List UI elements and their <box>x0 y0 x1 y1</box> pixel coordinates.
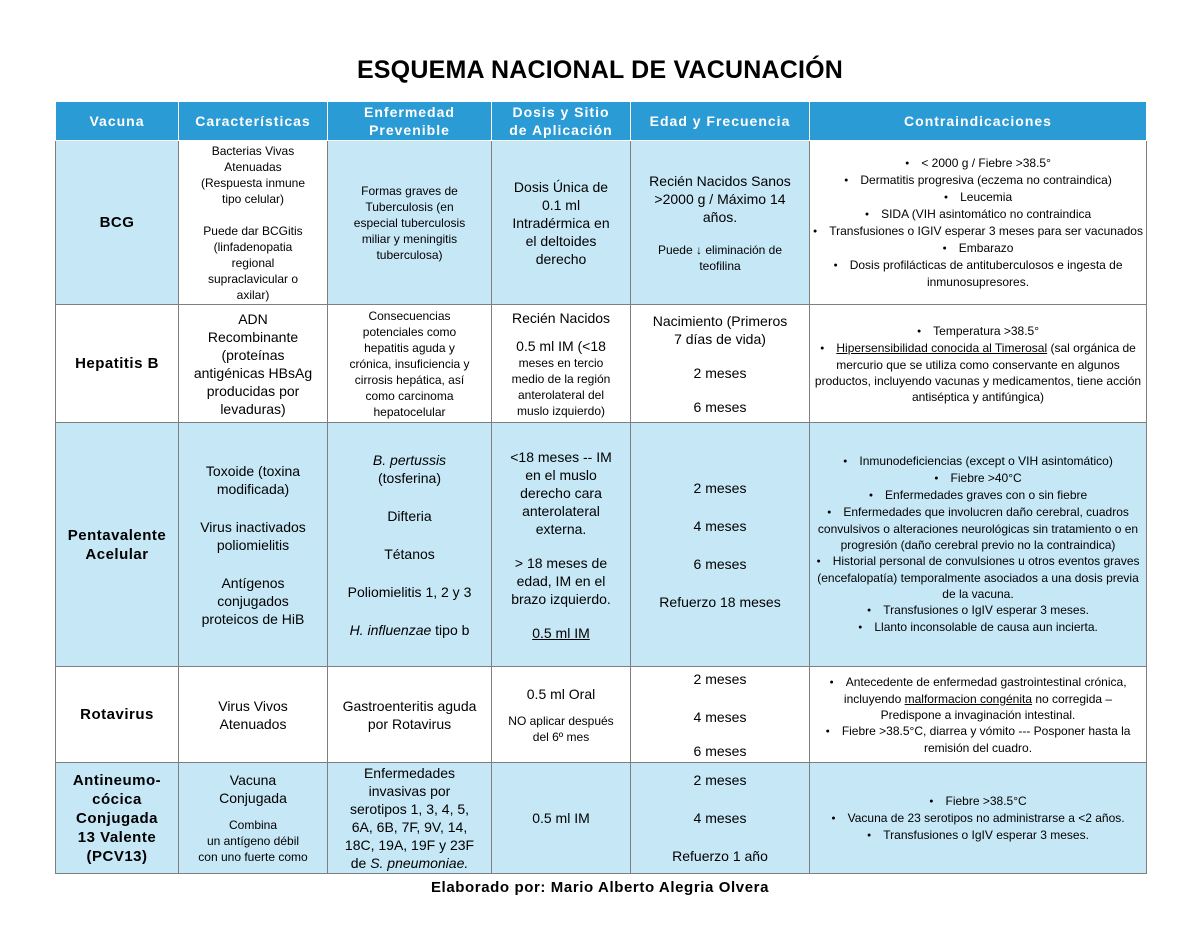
list-item: ● Inmunodeficiencias (except o VIH asintomático) <box>813 453 1143 470</box>
list-item: ● Enfermedades que involucren daño cerebral, cuadros convulsivos o alteraciones neurológicas sin tratamiento o en progresión (daño cerebral previo no la contraindica) <box>813 504 1143 553</box>
bcg-edad: Recién Nacidos Sanos >2000 g / Máximo 14 años. Puede ↓ eliminación de teofilina <box>631 141 810 305</box>
list-item: ● SIDA (VIH asintomático no contraindica <box>813 206 1143 223</box>
list-item: ● Temperatura >38.5° <box>813 323 1143 340</box>
bcg-dosis: Dosis Única de 0.1 ml Intradérmica en el deltoides derecho <box>492 141 631 305</box>
list-item: ● Historial personal de convulsiones u otros eventos graves (encefalopatía) temporalmente asociados a una dosis previa de la vacuna. <box>813 553 1143 602</box>
list-item: ● Enfermedades graves con o sin fiebre <box>813 487 1143 504</box>
pcv-dosis: 0.5 ml IM <box>492 763 631 874</box>
header-vacuna: Vacuna <box>56 102 179 141</box>
rota-edad: 2 meses 4 meses 6 meses <box>631 667 810 763</box>
penta-caracteristicas: Toxoide (toxina modificada) Virus inactivados poliomielitis Antígenos conjugados proteicos de HiB <box>179 423 328 667</box>
penta-contraindicaciones <box>810 423 1147 667</box>
pcv-edad: 2 meses 4 meses Refuerzo 1 año <box>631 763 810 874</box>
list-item: ● Vacuna de 23 serotipos no administrarse a <2 años. <box>813 810 1143 827</box>
list-item: ● Llanto inconsolable de causa aun incierta. <box>813 619 1143 636</box>
bcg-contraindicaciones <box>810 141 1147 305</box>
pcv-caracteristicas: Vacuna Conjugada Combina un antígeno débil con uno fuerte como <box>179 763 328 874</box>
header-caracteristicas: Características <box>179 102 328 141</box>
list-item: ● Leucemia <box>813 189 1143 206</box>
list-item: ● Dermatitis progresiva (eczema no contraindica) <box>813 172 1143 189</box>
hepb-caracteristicas: ADN Recombinante (proteínas antigénicas HBsAg producidas por levaduras) <box>179 305 328 423</box>
pcv-contraindicaciones <box>810 763 1147 874</box>
list-item: ● Transfusiones o IgIV esperar 3 meses. <box>813 827 1143 844</box>
hepb-dosis: Recién Nacidos 0.5 ml IM (<18 meses en tercio medio de la región anterolateral del muslo izquierdo) <box>492 305 631 423</box>
rota-contraindicaciones <box>810 667 1147 763</box>
header-dosis: Dosis y Sitio de Aplicación <box>492 102 631 141</box>
list-item: ● Antecedente de enfermedad gastrointestinal crónica, incluyendo malformacion congénita no corregida – Predispone a invaginación intestinal. <box>813 674 1143 723</box>
penta-dosis: <18 meses -- IM en el muslo derecho cara anterolateral externa. > 18 meses de edad, IM en el brazo izquierdo. 0.5 ml IM <box>492 423 631 667</box>
row-pcv13 <box>56 763 1147 874</box>
rota-caracteristicas: Virus Vivos Atenuados <box>179 667 328 763</box>
header-row <box>56 102 1147 141</box>
page-title: ESQUEMA NACIONAL DE VACUNACIÓN <box>356 56 844 84</box>
vaccine-name-rotavirus: Rotavirus <box>56 667 179 763</box>
vaccine-name-pentavalente: Pentavalente Acelular <box>56 423 179 667</box>
row-pentavalente <box>56 423 1147 667</box>
hepb-edad: Nacimiento (Primeros 7 días de vida) 2 meses 6 meses <box>631 305 810 423</box>
pcv-enfermedad: Enfermedades invasivas por serotipos 1, 3, 4, 5, 6A, 6B, 7F, 9V, 14, 18C, 19A, 19F y 23F de S. pneumoniae. <box>328 763 492 874</box>
list-item: ● Hipersensibilidad conocida al Timerosal (sal orgánica de mercurio que se utiliza como conservante en algunos productos, incluyendo vacunas y medicamentos, tiene acción antiséptica y antifúngica) <box>813 340 1143 405</box>
list-item: ● Fiebre >38.5°C <box>813 793 1143 810</box>
list-item: ● < 2000 g / Fiebre >38.5° <box>813 155 1143 172</box>
hepb-enfermedad: Consecuencias potenciales como hepatitis aguda y crónica, insuficiencia y cirrosis hepática, así como carcinoma hepatocelular <box>328 305 492 423</box>
list-item: ● Dosis profilácticas de antituberculosos e ingesta de inmunosupresores. <box>813 257 1143 290</box>
vaccine-name-pcv13: Antineumo- cócica Conjugada 13 Valente (PCV13) <box>56 763 179 874</box>
penta-enfermedad: B. pertussis (tosferina) Difteria Tétanos Poliomielitis 1, 2 y 3 H. influenzae tipo b <box>328 423 492 667</box>
author-credit: Elaborado por: Mario Alberto Alegria Olvera <box>430 879 770 896</box>
rota-dosis: 0.5 ml Oral NO aplicar después del 6º mes <box>492 667 631 763</box>
vaccination-table <box>55 101 1147 874</box>
list-item: ● Fiebre >38.5°C, diarrea y vómito --- Posponer hasta la remisión del cuadro. <box>813 723 1143 756</box>
row-hepatitis-b <box>56 305 1147 423</box>
header-contraindicaciones: Contraindicaciones <box>810 102 1147 141</box>
list-item: ● Transfusiones o IgIV esperar 3 meses. <box>813 602 1143 619</box>
bcg-caracteristicas: Bacterias Vivas Atenuadas (Respuesta inmune tipo celular) Puede dar BCGitis (linfadenopatia regional supraclavicular o axilar) <box>179 141 328 305</box>
bcg-enfermedad: Formas graves de Tuberculosis (en especial tuberculosis miliar y meningitis tuberculosa) <box>328 141 492 305</box>
header-edad: Edad y Frecuencia <box>631 102 810 141</box>
list-item: ● Transfusiones o IGIV esperar 3 meses para ser vacunados <box>813 223 1143 240</box>
hepb-contraindicaciones <box>810 305 1147 423</box>
header-enfermedad: Enfermedad Prevenible <box>328 102 492 141</box>
vaccine-name-bcg: BCG <box>56 141 179 305</box>
row-rotavirus <box>56 667 1147 763</box>
list-item: ● Embarazo <box>813 240 1143 257</box>
penta-edad: 2 meses 4 meses 6 meses Refuerzo 18 meses <box>631 423 810 667</box>
row-bcg <box>56 141 1147 305</box>
rota-enfermedad: Gastroenteritis aguda por Rotavirus <box>328 667 492 763</box>
vaccine-name-hepatitis-b: Hepatitis B <box>56 305 179 423</box>
list-item: ● Fiebre >40°C <box>813 470 1143 487</box>
